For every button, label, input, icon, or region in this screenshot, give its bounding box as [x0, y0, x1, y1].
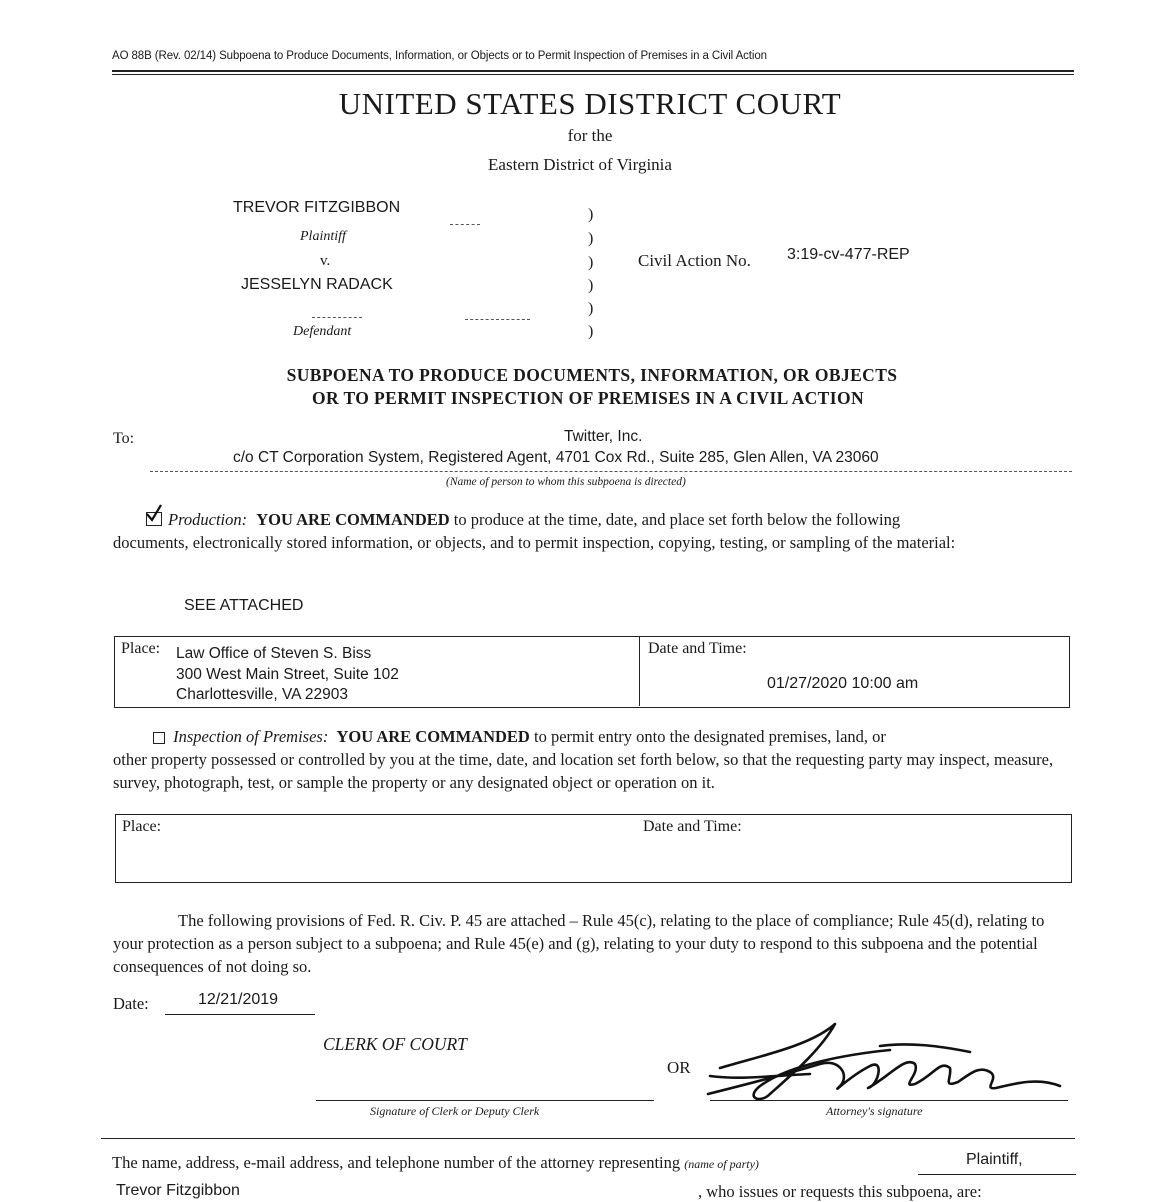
civil-action-number: 3:19-cv-477-REP — [787, 246, 910, 263]
versus-label: v. — [320, 253, 331, 269]
check-mark-icon — [145, 504, 165, 524]
caption-paren: ) — [588, 300, 594, 317]
subpoena-title-line2: OR TO PERMIT INSPECTION OF PREMISES IN A CIVIL ACTION — [312, 388, 864, 408]
party-value: Plaintiff, — [966, 1151, 1023, 1168]
clerk-label: CLERK OF COURT — [323, 1034, 467, 1054]
caption-paren: ) — [588, 230, 594, 247]
court-title: UNITED STATES DISTRICT COURT — [338, 86, 842, 121]
production-datetime-value: 01/27/2020 10:00 am — [767, 675, 919, 692]
date-value: 12/21/2019 — [198, 991, 279, 1008]
form-number-header: AO 88B (Rev. 02/14) Subpoena to Produce Documents, Information, or Objects or to Permit Inspection of Premises in a Civil Action — [112, 50, 767, 62]
production-place-label: Place: — [121, 640, 161, 657]
inspection-text: to permit entry onto the designated premises, land, or — [533, 727, 886, 746]
date-label: Date: — [113, 994, 149, 1013]
clerk-signature-rule — [316, 1100, 654, 1101]
header-rule-thin — [112, 74, 1074, 75]
production-commanded: YOU ARE COMMANDED — [256, 510, 450, 529]
caption-paren: ) — [588, 254, 594, 271]
inspection-commanded: YOU ARE COMMANDED — [336, 727, 530, 746]
defendant-label: Defendant — [293, 324, 352, 339]
production-checkbox[interactable] — [146, 512, 162, 526]
inspection-place-label: Place: — [122, 818, 162, 835]
caption-paren: ) — [588, 206, 594, 223]
recipient-rule — [150, 471, 1072, 472]
attorney-signature-image — [700, 1016, 1070, 1106]
clerk-signature-caption: Signature of Clerk or Deputy Clerk — [370, 1104, 540, 1118]
caption-paren: ) — [588, 277, 594, 294]
party-rule — [918, 1174, 1076, 1175]
inspection-label: Inspection of Premises: — [173, 727, 329, 746]
attorney-info-rule — [101, 1138, 1075, 1139]
inspection-place-box — [115, 814, 1072, 883]
attorney-signature-caption: Attorney's signature — [826, 1104, 923, 1118]
provisions-section — [113, 909, 1073, 978]
recipient-name: Twitter, Inc. — [564, 428, 643, 445]
to-label: To: — [113, 430, 135, 447]
court-district: Eastern District of Virginia — [488, 155, 672, 174]
caption-dash — [450, 224, 480, 225]
caption-dash — [465, 319, 530, 320]
defendant-name: JESSELYN RADACK — [241, 276, 393, 293]
issues-text: , who issues or requests this subpoena, are: — [698, 1182, 982, 1201]
subpoena-title-line1: SUBPOENA TO PRODUCE DOCUMENTS, INFORMATION, OR OBJECTS — [286, 365, 898, 385]
attorney-info-line — [112, 1153, 759, 1173]
box-divider — [639, 636, 640, 706]
provisions-text: The following provisions of Fed. R. Civ. P. 45 are attached – Rule 45(c), relating to the place of compliance; Rule 45(d), relating to your protection as a person subject to a subpoena; and Rule 45(e) and (g), relating to your duty to respond to this subpoena and the potential consequences of not doing so. — [113, 911, 1045, 976]
production-items: SEE ATTACHED — [184, 597, 304, 614]
court-for-the: for the — [567, 126, 613, 145]
recipient-address: c/o CT Corporation System, Registered Agent, 4701 Cox Rd., Suite 285, Glen Allen, VA 23060 — [233, 449, 879, 466]
attorney-info-intro: The name, address, e-mail address, and telephone number of the attorney representing — [112, 1153, 681, 1172]
production-place-line2: 300 West Main Street, Suite 102 — [176, 666, 399, 683]
name-of-party-label: (name of party) — [684, 1157, 759, 1171]
production-place-line1: Law Office of Steven S. Biss — [176, 645, 372, 662]
recipient-caption: (Name of person to whom this subpoena is directed) — [446, 476, 686, 488]
plaintiff-label: Plaintiff — [300, 229, 346, 244]
production-text: to produce at the time, date, and place set forth below the following — [453, 510, 901, 529]
production-datetime-label: Date and Time: — [648, 640, 747, 657]
production-label: Production: — [168, 510, 248, 529]
header-rule — [112, 70, 1074, 72]
production-text-cont: documents, electronically stored information, or objects, and to permit inspection, copying, testing, or sampling of the material: — [113, 533, 956, 552]
or-label: OR — [667, 1058, 691, 1077]
caption-dash — [312, 317, 362, 318]
production-place-line3: Charlottesville, VA 22903 — [176, 686, 349, 703]
date-rule — [165, 1014, 315, 1015]
plaintiff-name: TREVOR FITZGIBBON — [233, 199, 401, 216]
inspection-datetime-label: Date and Time: — [643, 818, 742, 835]
production-section — [113, 508, 1063, 554]
caption-paren: ) — [588, 323, 594, 340]
inspection-text-cont: other property possessed or controlled by you at the time, date, and location set forth below, so that the requesting party may inspect, measure, survey, photograph, test, or sample the property or any designated object or operation on it. — [113, 750, 1054, 792]
party-name: Trevor Fitzgibbon — [116, 1182, 240, 1199]
civil-action-label: Civil Action No. — [638, 251, 751, 270]
inspection-checkbox[interactable] — [153, 732, 165, 744]
inspection-section — [113, 725, 1063, 794]
